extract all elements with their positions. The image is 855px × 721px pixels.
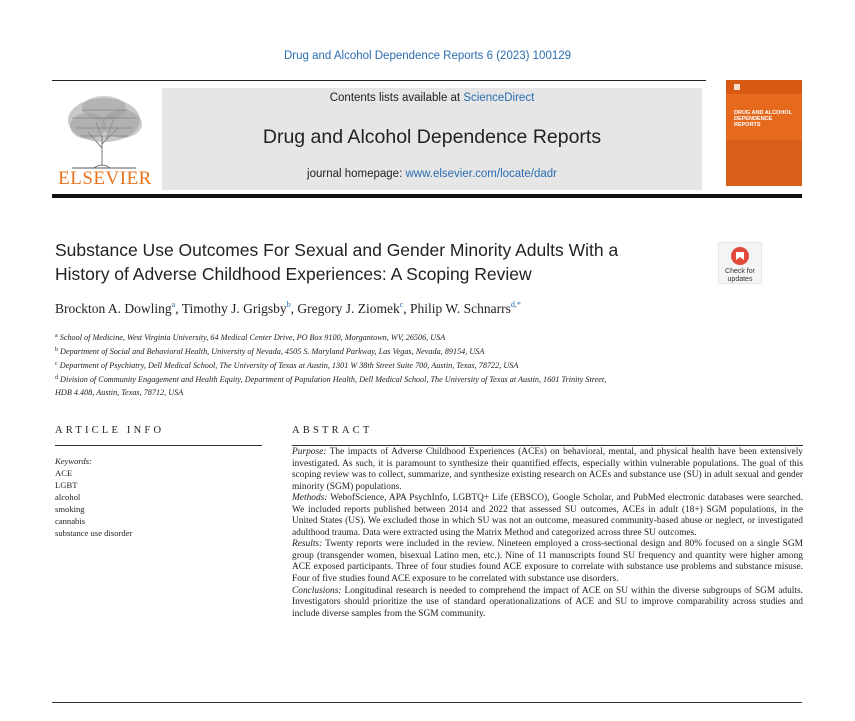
- affiliation-item: [55, 372, 745, 386]
- homepage-line: [162, 168, 702, 180]
- check-for-updates-label[interactable]: [712, 268, 768, 284]
- keyword-item: LGBT: [55, 480, 78, 490]
- affil-mark: a: [55, 333, 58, 339]
- author-affil-mark[interactable]: a: [171, 300, 176, 309]
- author-name[interactable]: Timothy J. Grigsby: [181, 301, 287, 316]
- article-info-rule: [55, 445, 262, 446]
- keywords-list: [55, 455, 255, 539]
- journal-masthead: [162, 88, 702, 190]
- keyword-item: substance use disorder: [55, 528, 133, 538]
- author-name[interactable]: Philip W. Schnarrs: [410, 301, 511, 316]
- cover-title: DRUG AND ALCOHOL DEPENDENCE REPORTS: [734, 110, 792, 128]
- affil-text: HDB 4.408, Austin, Texas, 78712, USA: [55, 388, 184, 397]
- affil-text: Department of Social and Behavioral Health, University of Nevada, 4505 S. Maryland Parkway, Las Vegas, Nevada, 89154, USA: [60, 347, 485, 356]
- author-affil-mark[interactable]: b: [286, 300, 291, 309]
- abstract-rule: [292, 445, 803, 446]
- abstract-label: Purpose:: [292, 447, 327, 457]
- author-name[interactable]: Brockton A. Dowling: [55, 301, 172, 316]
- affil-text: Division of Community Engagement and Health Equity, Department of Population Health, Dell Medical School, The University of Texas at Austin, 1601 Trinity Street,: [60, 375, 607, 384]
- abstract-label: Results:: [292, 539, 323, 550]
- abstract-results: [292, 539, 803, 585]
- abstract-label: Methods:: [292, 493, 328, 504]
- footer-rule: [52, 702, 802, 703]
- author-affil-mark[interactable]: c: [399, 300, 404, 309]
- keyword-item: smoking: [55, 504, 85, 514]
- keyword-item: ACE: [55, 468, 73, 478]
- abstract-text: Longitudinal research is needed to comprehend the impact of ACE on SU within the diverse subgroups of SGM adults. Investigators should prioritize the use of standard operationalizations of ACE and SU to improve comparability across studies and include diverse samples from the SGM community.: [292, 585, 804, 619]
- homepage-prefix: journal homepage:: [307, 168, 406, 180]
- title-line-2: History of Adverse Childhood Experiences: A Scoping Review: [55, 264, 532, 284]
- abstract-text: The impacts of Adverse Childhood Experiences (ACEs) on behavioral, mental, and physical health have been extensively investigated. As such, it is paramount to synthesize their quantified effects, especially within vulnerable populations. The goal of this scoping review was to collect, summarize, and synthesize existing research on ACEs and substance use (SU) in adult sexual and gender minority (SGM) populations.: [292, 447, 803, 492]
- cover-graphic: [726, 80, 802, 186]
- author-name[interactable]: Gregory J. Ziomek: [297, 301, 400, 316]
- journal-cover-image[interactable]: [726, 80, 802, 186]
- abstract-text: Twenty reports were included in the review. Nineteen employed a cross-sectional design and 80% focused on a single SGM group (transgender women, bisexual Latino men, etc.). Nine of 11 manuscripts found SU frequency and quantity were higher among ACE exposed participants. Three of four studies found ACE exposure to correlate with substance use problems and substance misuse. Four of five studies found ACE exposure to be correlated with substance use disorders.: [292, 539, 803, 585]
- affiliation-list: [55, 330, 745, 399]
- affiliation-item: [55, 330, 745, 344]
- publisher-name: ELSEVIER: [58, 168, 152, 189]
- affiliation-item: [55, 358, 745, 372]
- keywords-heading: Keywords:: [55, 456, 92, 466]
- badge-line-2: updates: [727, 276, 753, 283]
- abstract-methods: [292, 493, 803, 539]
- journal-name: Drug and Alcohol Dependence Reports: [262, 126, 602, 148]
- header-thick-rule: [52, 194, 802, 198]
- author-affil-mark[interactable]: d,*: [510, 300, 521, 309]
- affil-text: Department of Psychiatry, Dell Medical School, The University of Texas at Austin, 1301 W 38th Street Suite 700, Austin, Texas, 78722, USA: [59, 361, 519, 370]
- abstract-purpose: [292, 447, 803, 493]
- article-title: [55, 238, 695, 286]
- abstract-body: [292, 447, 803, 620]
- affiliation-item: [55, 344, 745, 358]
- badge-line-1: Check for: [725, 268, 755, 275]
- abstract-label: Conclusions:: [292, 585, 342, 596]
- keyword-item: cannabis: [55, 516, 86, 526]
- affiliation-item: [55, 386, 745, 399]
- affil-mark: c: [55, 361, 58, 367]
- abstract-heading: ABSTRACT: [292, 425, 373, 436]
- title-line-1: Substance Use Outcomes For Sexual and Gender Minority Adults With a: [55, 240, 619, 260]
- abstract-text: WebofScience, APA PsychInfo, LGBTQ+ Life (EBSCO), Google Scholar, and PubMed electronic databases were searched. We included reports published between 2014 and 2022 that assessed SU outcomes, ACEs in adult (18+) SGM populations, in the United States (US). We excluded those in which SU was not an outcome, measured community-based abuse or neglect, or investigated adulthood trauma. Data were extracted using the Matrix Method and categorized across three SU outcomes.: [292, 493, 803, 538]
- affil-text: School of Medicine, West Virginia University, 64 Medical Center Drive, PO Box 9100, Morgantown, WV, 26506, USA: [59, 333, 446, 342]
- journal-homepage-link[interactable]: www.elsevier.com/locate/dadr: [405, 168, 557, 180]
- contents-prefix: Contents lists available at: [329, 92, 464, 104]
- affil-mark: d: [55, 375, 58, 381]
- sciencedirect-link[interactable]: ScienceDirect: [463, 92, 535, 104]
- contents-line: [162, 92, 702, 104]
- journal-citation[interactable]: Drug and Alcohol Dependence Reports 6 (2023) 100129: [283, 50, 572, 62]
- affil-mark: b: [55, 347, 58, 353]
- author-list: Brockton A. Dowling$^a$, Timothy J. Grigsby$^b$, Gregory J. Ziomek$^c$, Philip W. Schnarrs$^{d,*}$: [55, 300, 521, 316]
- header-rule: [52, 80, 706, 81]
- abstract-conclusions: [292, 586, 803, 621]
- keyword-item: alcohol: [55, 492, 81, 502]
- article-info-heading: ARTICLE INFO: [55, 425, 165, 436]
